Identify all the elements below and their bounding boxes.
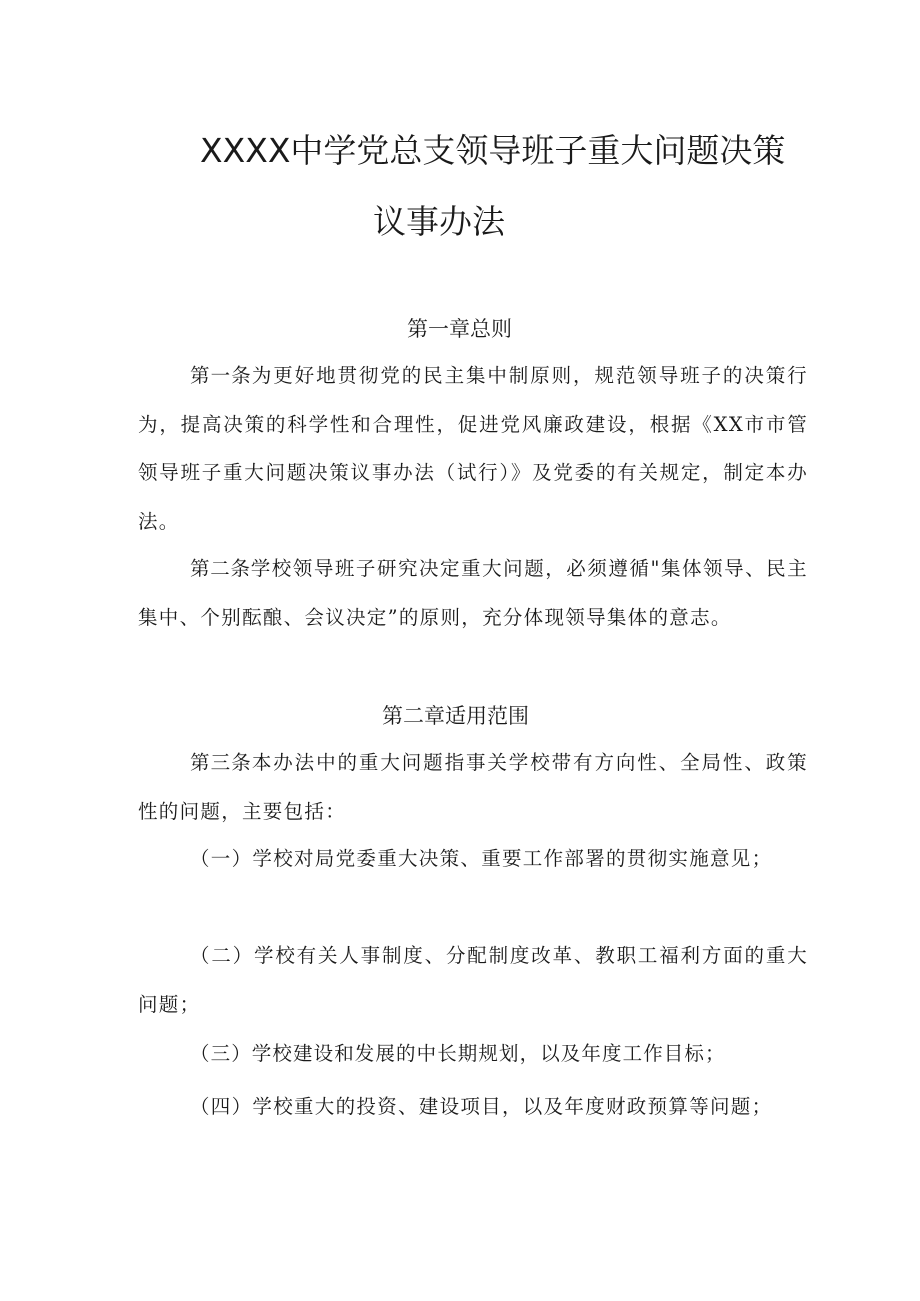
- article-1-text: 为更好地贯彻党的民主集中制原则，规范领导班子的决策行为，提高决策的科学性和合理性，促进党风廉政建设，根据《XX市市管领导班子重大问题决策议事办法（试行）》及党委的有关规定，制定本办法。: [138, 364, 808, 533]
- article-3: [138, 739, 808, 836]
- chapter-heading-1: 第一章总则: [407, 317, 512, 341]
- article-2: [138, 545, 808, 642]
- document-title-line-1: XXXX中学党总支领导班子重大问题决策: [200, 131, 786, 170]
- article-1: [138, 352, 808, 546]
- list-item-1: （一）学校对局党委重大决策、重要工作部署的贯彻实施意见；: [190, 847, 773, 870]
- article-1-number: 第一条: [190, 364, 252, 387]
- document-title-line-2: 议事办法: [373, 202, 505, 241]
- list-item-4: （四）学校重大的投资、建设项目，以及年度财政预算等问题；: [190, 1095, 773, 1118]
- article-3-number: 第三条: [190, 751, 252, 774]
- article-2-text: 学校领导班子研究决定重大问题，必须遵循"集体领导、民主集中、个别酝酿、会议决定”的原则，充分体现领导集体的意志。: [138, 557, 808, 629]
- list-item-3: （三）学校建设和发展的中长期规划，以及年度工作目标；: [190, 1042, 726, 1065]
- chapter-heading-2: 第二章适用范围: [382, 704, 529, 728]
- article-3-text: 本办法中的重大问题指事关学校带有方向性、全局性、政策性的问题，主要包括：: [138, 751, 808, 823]
- article-2-number: 第二条: [190, 557, 251, 580]
- list-item-2: （二）学校有关人事制度、分配制度改革、教职工福利方面的重大问题；: [138, 944, 808, 1016]
